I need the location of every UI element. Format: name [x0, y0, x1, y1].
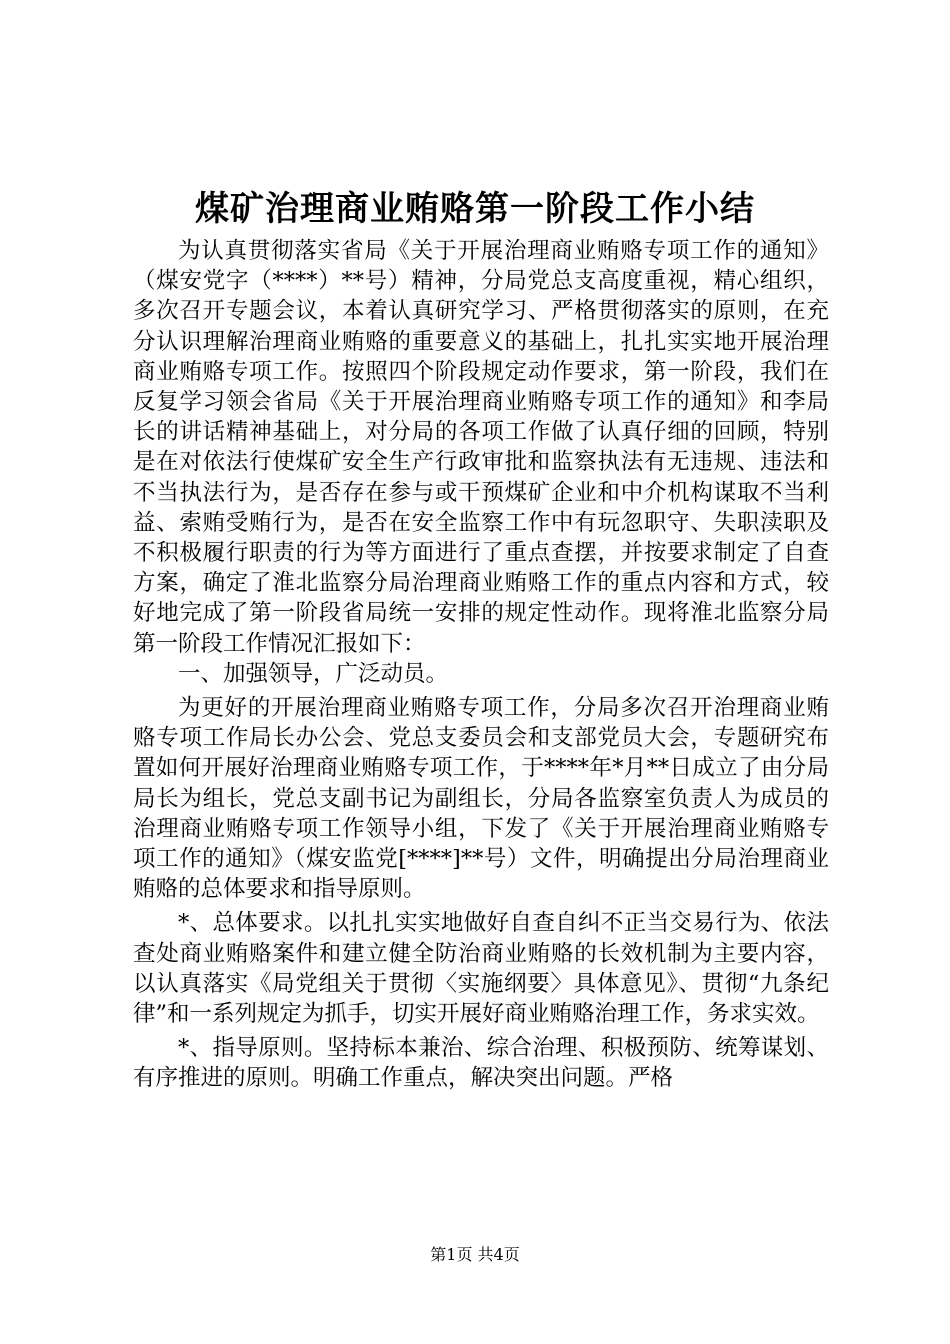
page-number: 第1页 共4页 [430, 1245, 520, 1264]
paragraph-intro: 为认真贯彻落实省局《关于开展治理商业贿赂专项工作的通知》（煤安党字（****）**号）精神，分局党总支高度重视，精心组织，多次召开专题会议，本着认真研究学习、严格贯彻落实的原则，在充分认识理解治理商业贿赂的重要意义的基础上，扎扎实实地开展治理商业贿赂专项工作。按照四个阶段规定动作要求，第一阶段，我们在反复学习领会省局《关于开展治理商业贿赂专项工作的通知》和李局长的讲话精神基础上，对分局的各项工作做了认真仔细的回顾，特别是在对依法行使煤矿安全生产行政审批和监察执法有无违规、违法和不当执法行为，是否存在参与或干预煤矿企业和中介机构谋取不当利益、索贿受贿行为，是否在安全监察工作中有玩忽职守、失职渎职及不积极履行职责的行为等方面进行了重点查摆，并按要求制定了自查方案，确定了淮北监察分局治理商业贿赂工作的重点内容和方式，较好地完成了第一阶段省局统一安排的规定性动作。现将淮北监察分局第一阶段工作情况汇报如下： [133, 238, 829, 657]
paragraph-section-1: 为更好的开展治理商业贿赂专项工作，分局多次召开治理商业贿赂专项工作局长办公会、党总支委员会和支部党员大会，专题研究布置如何开展好治理商业贿赂专项工作，于****年*月**日成立了由分局局长为组长，党总支副书记为副组长，分局各监察室负责人为成员的治理商业贿赂专项工作领导小组，下发了《关于开展治理商业贿赂专项工作的通知》（煤安监党[****]**号）文件，明确提出分局治理商业贿赂的总体要求和指导原则。 [133, 695, 829, 903]
paragraph-general-requirements: *、总体要求。以扎扎实实地做好自查自纠不正当交易行为、依法查处商业贿赂案件和建立健全防治商业贿赂的长效机制为主要内容，以认真落实《局党组关于贯彻〈实施纲要〉具体意见》、贯彻“九条纪律”和一系列规定为抓手，切实开展好商业贿赂治理工作，务求实效。 [133, 910, 829, 1028]
document-title: 煤矿治理商业贿赂第一阶段工作小结 [195, 189, 755, 229]
paragraph-guiding-principles: *、指导原则。坚持标本兼治、综合治理、积极预防、统筹谋划、有序推进的原则。明确工作重点，解决突出问题。严格 [133, 1035, 829, 1092]
document-body [133, 236, 829, 1094]
section-heading-1: 一、加强领导，广泛动员。 [178, 660, 449, 687]
